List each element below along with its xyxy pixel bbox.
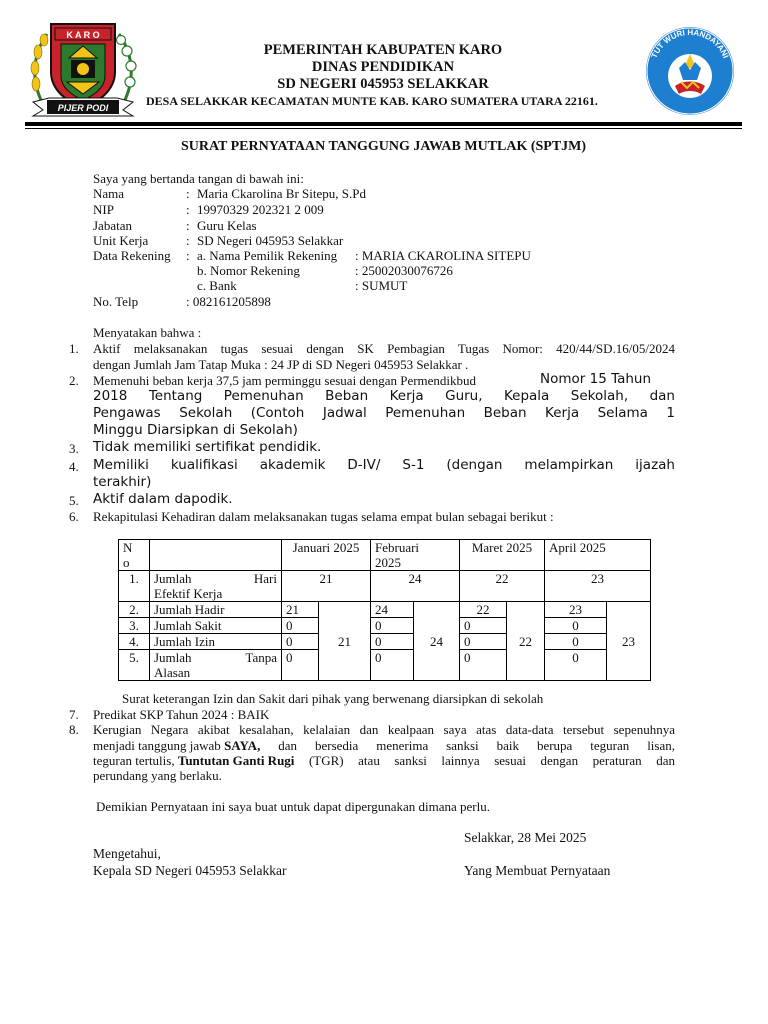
table-row <box>119 571 651 602</box>
tut-wuri-handayani-logo <box>643 24 737 118</box>
row-1-mar: 22 <box>460 571 545 602</box>
sign-right-title: Yang Membuat Pernyataan <box>464 863 611 878</box>
row-2-jan: 21 <box>282 602 319 618</box>
item-4-line-1: Memiliki kualifikasi akademik D-IV/ S-1 (dengan melampirkan ijazah <box>93 457 675 473</box>
row-1-label <box>150 571 282 602</box>
item-number-4: 4. <box>69 459 79 474</box>
item-2-line-2: 2018 Tentang Pemenuhan Beban Kerja Guru, Kepala Sekolah, dan <box>93 388 675 404</box>
row-3-apr: 0 <box>545 618 607 634</box>
row-4-no: 4. <box>119 634 150 650</box>
rekening-number-value: : 25002030076726 <box>355 263 453 278</box>
item-8-emphasis-tgr: Tuntutan Ganti Rugi <box>177 753 295 768</box>
row-4-feb: 0 <box>371 634 414 650</box>
item-1-line-2: dengan Jumlah Jam Tatap Muka : 24 JP di SD Negeri 045953 Selakkar . <box>93 357 469 372</box>
header-jan: Januari 2025 <box>282 540 371 571</box>
item-2-line-3: Pengawas Sekolah (Contoh Jadwal Pemenuhan Beban Kerja Selama 1 <box>93 405 675 421</box>
header-agency: DINAS PENDIDIKAN <box>311 59 455 75</box>
header-school: SD NEGERI 045953 SELAKKAR <box>277 76 489 92</box>
item-6: Rekapitulasi Kehadiran dalam melaksanakan tugas selama empat bulan sebagai berikut : <box>93 509 554 524</box>
nama-separator: : <box>186 186 190 201</box>
header-feb <box>371 540 460 571</box>
row-1-label-b: Hari <box>253 571 277 586</box>
row-1-apr: 23 <box>545 571 651 602</box>
item-8-line-2-a: menjadi tanggung jawab <box>93 738 225 753</box>
item-8-line-1: Kerugian Negara akibat kesalahan, kelalaian dan kealpaan saya atas data-data tersebut sepenuhnya <box>93 722 675 737</box>
letterhead-divider-thick <box>25 122 742 126</box>
rekening-separator: : <box>186 248 190 263</box>
row-5-jan: 0 <box>282 650 319 681</box>
row-5-feb: 0 <box>371 650 414 681</box>
rekening-name-value: : MARIA CKAROLINA SITEPU <box>355 248 531 263</box>
table-row <box>119 602 651 618</box>
row-3-label: Jumlah Sakit <box>150 618 282 634</box>
nama-value: Maria Ckarolina Br Sitepu, S.Pd <box>197 186 366 201</box>
row-4-apr: 0 <box>545 634 607 650</box>
logo-banner-text: PIJER PODI <box>57 103 109 113</box>
row-3-mar: 0 <box>460 618 507 634</box>
row-5-apr: 0 <box>545 650 607 681</box>
unit-kerja-label: Unit Kerja <box>93 233 149 248</box>
row-2-apr: 23 <box>545 602 607 618</box>
row-3-jan: 0 <box>282 618 319 634</box>
row-1-label-a: Jumlah <box>154 571 192 586</box>
nip-value: 19970329 202321 2 009 <box>197 202 324 217</box>
item-7: Predikat SKP Tahun 2024 : BAIK <box>93 707 270 722</box>
rekening-label: Data Rekening <box>93 248 171 263</box>
unit-kerja-value: SD Negeri 045953 Selakkar <box>197 233 344 248</box>
item-number-3: 3. <box>69 441 79 456</box>
unit-kerja-separator: : <box>186 233 190 248</box>
rekening-number-label: b. Nomor Rekening <box>197 263 300 278</box>
row-4-mar: 0 <box>460 634 507 650</box>
row-4-jan: 0 <box>282 634 319 650</box>
rekening-name-label: a. Nama Pemilik Rekening <box>197 248 338 263</box>
row-3-feb: 0 <box>371 618 414 634</box>
header-feb-1: Februari <box>375 540 420 555</box>
row-5-label-b: Tanpa <box>245 650 277 665</box>
item-1-line-1: Aktif melaksanakan tugas sesuai dengan SK Pembagian Tugas Nomor: 420/44/SD.16/05/2024 <box>93 341 675 356</box>
row-4-label: Jumlah Izin <box>150 634 282 650</box>
rekening-bank-label: c. Bank <box>197 278 237 293</box>
letterhead-divider-thin <box>25 128 742 129</box>
header-no-2: o <box>123 555 130 570</box>
sign-left-title: Kepala SD Negeri 045953 Selakkar <box>93 863 287 878</box>
header-apr: April 2025 <box>545 540 651 571</box>
row-2-label: Jumlah Hadir <box>150 602 282 618</box>
row-5-label-c: Alasan <box>154 665 191 680</box>
row-2-mar: 22 <box>460 602 507 618</box>
rekening-bank-value: : SUMUT <box>355 278 408 293</box>
total-feb: 24 <box>414 602 460 681</box>
header-government: PEMERINTAH KABUPATEN KARO <box>263 42 503 58</box>
jabatan-value: Guru Kelas <box>197 218 257 233</box>
table-row <box>119 650 651 681</box>
nip-separator: : <box>186 202 190 217</box>
item-3: Tidak memiliki sertifikat pendidik. <box>93 439 322 455</box>
item-2-line-1-sans: Nomor 15 Tahun <box>540 371 652 387</box>
row-2-feb: 24 <box>371 602 414 618</box>
item-8-line-3-a: teguran tertulis, <box>93 753 178 768</box>
sign-left-knowing: Mengetahui, <box>93 846 161 861</box>
item-number-2: 2. <box>69 373 79 388</box>
item-8-line-4: perundang yang berlaku. <box>93 768 222 783</box>
row-5-mar: 0 <box>460 650 507 681</box>
item-number-5: 5. <box>69 493 79 508</box>
statement-intro: Menyatakan bahwa : <box>93 325 202 340</box>
item-8-line-3 <box>93 753 675 769</box>
item-number-1: 1. <box>69 341 79 356</box>
item-4-line-2: terakhir) <box>93 474 152 490</box>
header-no-1: N <box>123 540 133 555</box>
telp-label: No. Telp <box>93 294 139 309</box>
total-mar: 22 <box>507 602 545 681</box>
row-1-no: 1. <box>119 571 150 602</box>
nip-label: NIP <box>93 202 114 217</box>
header-blank <box>150 540 282 571</box>
item-8-line-3-b: (TGR) atau sanksi lainnya sesuai dengan peraturan dan <box>294 753 675 768</box>
header-no <box>119 540 150 571</box>
place-date: Selakkar, 28 Mei 2025 <box>464 830 587 845</box>
intro-text: Saya yang bertanda tangan di bawah ini: <box>93 171 304 186</box>
item-8-line-2 <box>93 738 675 754</box>
jabatan-separator: : <box>186 218 190 233</box>
row-1-feb: 24 <box>371 571 460 602</box>
item-number-7: 7. <box>69 707 79 722</box>
jabatan-label: Jabatan <box>93 218 132 233</box>
item-5: Aktif dalam dapodik. <box>93 491 233 507</box>
logo-karo-text: K A R O <box>66 30 100 40</box>
row-5-label-a: Jumlah <box>154 650 192 665</box>
total-apr: 23 <box>607 602 651 681</box>
nama-label: Nama <box>93 186 125 201</box>
row-5-label <box>150 650 282 681</box>
row-1-label-c: Efektif Kerja <box>154 586 223 601</box>
item-8-emphasis-saya: SAYA, <box>224 738 261 753</box>
karo-regency-logo <box>27 18 139 118</box>
closing-text: Demikian Pernyataan ini saya buat untuk dapat dipergunakan dimana perlu. <box>96 799 490 814</box>
attendance-table <box>118 539 651 681</box>
table-row <box>119 618 651 634</box>
row-1-jan: 21 <box>282 571 371 602</box>
item-number-8: 8. <box>69 722 79 737</box>
item-2-line-4: Minggu Diarsipkan di Sekolah) <box>93 422 298 438</box>
item-number-6: 6. <box>69 509 79 524</box>
telp-value: : 082161205898 <box>186 294 271 309</box>
table-header-row <box>119 540 651 571</box>
item-8-line-2-b: dan bersedia menerima sanksi baik berupa teguran lisan, <box>260 738 675 753</box>
total-jan: 21 <box>319 602 371 681</box>
logo-motto-text: TUT WURI HANDAYANI <box>649 27 731 60</box>
table-note: Surat keterangan Izin dan Sakit dari pihak yang berwenang diarsipkan di sekolah <box>122 691 544 706</box>
header-mar: Maret 2025 <box>460 540 545 571</box>
table-row <box>119 634 651 650</box>
item-2-serif: Memenuhi beban kerja 37,5 jam perminggu sesuai dengan Permendikbud <box>93 373 477 388</box>
header-feb-2: 2025 <box>375 555 401 570</box>
header-address: DESA SELAKKAR KECAMATAN MUNTE KAB. KARO SUMATERA UTARA 22161. <box>146 94 598 108</box>
row-3-no: 3. <box>119 618 150 634</box>
row-5-no: 5. <box>119 650 150 681</box>
document-title: SURAT PERNYATAAN TANGGUNG JAWAB MUTLAK (SPTJM) <box>180 139 587 154</box>
row-2-no: 2. <box>119 602 150 618</box>
